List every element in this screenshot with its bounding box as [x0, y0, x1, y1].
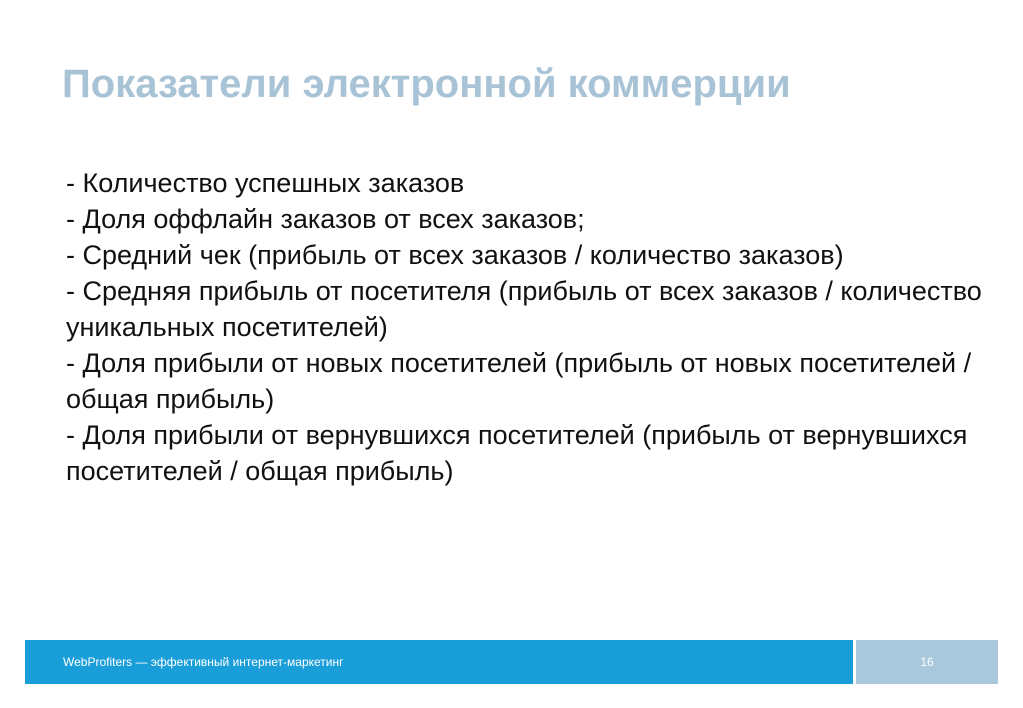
- footer-bar: [25, 640, 998, 684]
- list-item: - Средняя прибыль от посетителя (прибыль от всех заказов / количество уникальных посетителей): [66, 276, 982, 342]
- page-number: 16: [920, 655, 934, 669]
- list-item: - Доля прибыли от вернувшихся посетителей (прибыль от вернувшихся посетителей / общая прибыль): [66, 420, 968, 486]
- slide-title: Показатели электронной коммерции: [62, 62, 791, 106]
- list-item: - Средний чек (прибыль от всех заказов / количество заказов): [66, 240, 844, 270]
- footer-text: WebProfiters — эффективный интернет-маркетинг: [63, 655, 344, 669]
- footer-main: [25, 640, 853, 684]
- metrics-list: [66, 165, 996, 489]
- list-item: - Доля оффлайн заказов от всех заказов;: [66, 204, 585, 234]
- list-item: - Доля прибыли от новых посетителей (прибыль от новых посетителей / общая прибыль): [66, 348, 972, 414]
- footer-page-box: [856, 640, 998, 684]
- list-item: - Количество успешных заказов: [66, 168, 465, 198]
